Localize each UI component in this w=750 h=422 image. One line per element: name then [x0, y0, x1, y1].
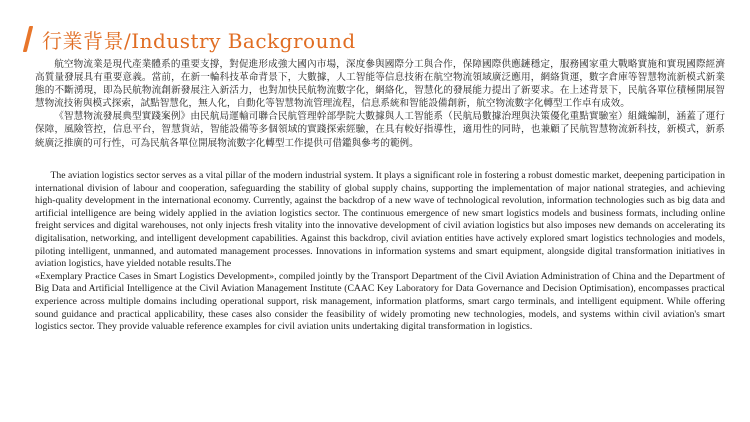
- chinese-paragraph-2: 《智慧物流發展典型實踐案例》由民航局運輸司聯合民航管理幹部學院大數據與人工智能系（民航局數據治理與決策優化重點實驗室）組織編制，涵蓋了運行保障，風險管控，信息平台，智慧貨站，智能設備等多個領域的實踐探索經驗，在具有較好指導性，適用性的同時，也兼顧了民航智慧物流新科技，新模式，新系統廣泛推廣的可行性，可為民航各單位開展物流數字化轉型工作提供可借鑑與參考的範例。: [35, 111, 725, 149]
- chinese-text-block: [35, 58, 725, 150]
- english-text-block: [35, 170, 725, 334]
- section-title: 行業背景/Industry Background: [42, 28, 356, 53]
- english-paragraph-2: «Exemplary Practice Cases in Smart Logistics Development», compiled jointly by the Transport Department of the Civil Aviation Administration of China and the Department of Big Data and Artificial Intelligence at the Civil Aviation Management Institute (CAAC Key Laboratory for Data Governance and Decision Optimisation), encompasses practical experience across multiple domains including operational support, risk management, information platforms, smart cargo terminals, and intelligent equipment. While offering sound guidance and practical applicability, these cases also consider the feasibility of widely promoting new technologies, models, and systems within civil aviation's smart logistics sector. They provide valuable reference examples for civil aviation units undertaking digital transformation in logistics.: [35, 270, 725, 333]
- accent-slash-icon: [23, 26, 33, 52]
- chinese-paragraph-1: 航空物流業是現代產業體系的重要支撐，對促進形成強大國內市場，深度參與國際分工與合作，保障國際供應鏈穩定，服務國家重大戰略實施和實現國際經濟高質量發展具有重要意義。當前，在新一輪科技革命背景下，大數據，人工智能等信息技術在航空物流領域廣泛應用，網絡貨運，數字倉庫等智慧物流新模式新業態的不斷湧現，即為民航物流創新發展注入新活力，也對加快民航物流數字化，網絡化，智慧化的發展能力提出了新要求。在上述背景下，民航各單位積極開展智慧物流技術與模式探索，試點智慧化，無人化，自動化等智慧物流管理流程，信息系統和智能設備創新，航空物流數字化轉型工作卓有成效。: [35, 59, 725, 110]
- english-paragraph-1: The aviation logistics sector serves as a vital pillar of the modern industrial system. It plays a significant role in fostering a robust domestic market, deepening participation in international division of labour and cooperation, safeguarding the stability of global supply chains, supporting the implementation of major national strategies, and achieving high-quality development in the international economy. Currently, against the backdrop of a new wave of technological revolution, information technologies such as big data and artificial intelligence are being widely applied in the aviation logistics sector. The continuous emergence of new smart logistics models and business formats, including online freight services and digital warehouses, not only injects fresh vitality into the innovative development of civil aviation logistics but also imposes new demands on accelerating its digitalisation, networking, and intelligent development capabilities. Against this backdrop, civil aviation entities have actively explored smart logistics technologies and models, piloting intelligent, unmanned, and automated management processes. Innovations in information systems and smart equipment, alongside digital transformation initiatives in aviation logistics, have yielded notable results.The: [35, 170, 725, 270]
- section-header: [26, 22, 356, 56]
